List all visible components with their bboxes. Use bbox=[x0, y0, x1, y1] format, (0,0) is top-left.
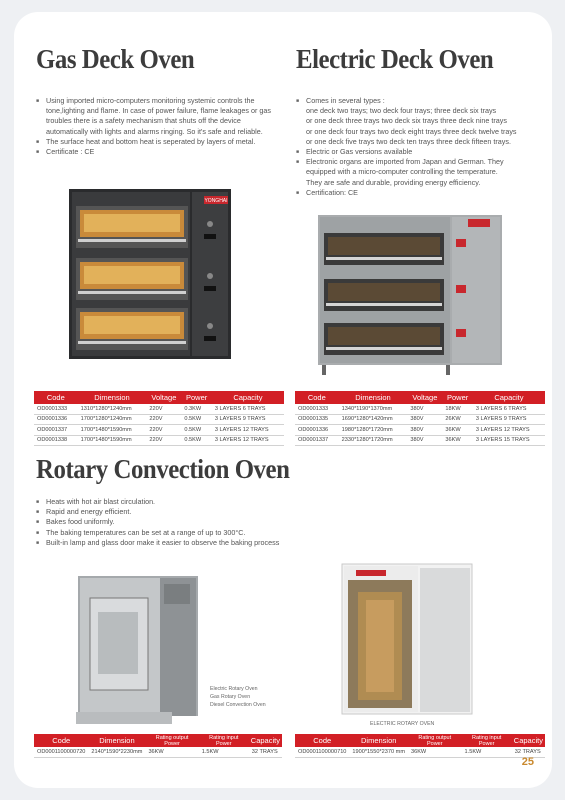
cell-capacity: 3 LAYERS 9 TRAYS bbox=[473, 414, 545, 425]
electric-oven-title: Electric Deck Oven bbox=[296, 44, 494, 74]
brand-badge: YONGHAI bbox=[204, 198, 228, 204]
table-row bbox=[295, 747, 545, 757]
electric-oven-spec-table bbox=[295, 391, 545, 446]
feature-item: ■ Using imported micro-computers monitoring systemic controls the tone,lighting and flame. In case of power failure, flame leakages or gas troubles there is a safety mechanism that shuts off the device automatically with lights and alarms ringing. So it's safe and reliable. bbox=[36, 96, 281, 137]
column-header: Code bbox=[34, 734, 88, 747]
gas-oven-title: Gas Deck Oven bbox=[36, 44, 195, 74]
cell-voltage: 220V bbox=[146, 414, 181, 425]
caption-line: Gas Rotary Oven bbox=[210, 694, 251, 700]
feature-item: ■ Heats with hot air blast circulation. bbox=[36, 497, 336, 507]
column-header: Code bbox=[295, 391, 339, 404]
table-row bbox=[34, 435, 284, 446]
feature-lead: Comes in several types : bbox=[306, 96, 385, 105]
feature-lead: Electronic organs are imported from Japan and German. They bbox=[306, 157, 504, 167]
cell-capacity: 32 TRAYS bbox=[512, 747, 545, 757]
feature-lead: Certification: CE bbox=[306, 187, 358, 197]
table-row bbox=[295, 414, 545, 425]
feature-item: ■ Built-in lamp and glass door make it easier to observe the baking process bbox=[36, 538, 336, 548]
cell-dimension: 1980*1280*1720mm bbox=[339, 425, 408, 436]
cell-capacity: 3 LAYERS 9 TRAYS bbox=[212, 414, 284, 425]
table-row bbox=[34, 425, 284, 436]
feature-lead: Electric or Gas versions available bbox=[306, 147, 413, 157]
feature-item: ■ Certificate : CE bbox=[36, 147, 281, 157]
cell-capacity: 3 LAYERS 6 TRAYS bbox=[473, 404, 545, 414]
gas-rotary-oven-image bbox=[76, 572, 216, 732]
cell-voltage: 380V bbox=[407, 404, 442, 414]
cell-code: OD0001336 bbox=[34, 414, 78, 425]
column-header: Capacity bbox=[212, 391, 284, 404]
gas-deck-oven-image bbox=[64, 184, 244, 374]
feature-item: ■ The surface heat and bottom heat is seperated by layers of metal. bbox=[36, 137, 281, 147]
feature-item: ■ Bakes food uniformly. bbox=[36, 517, 336, 527]
cell-code: OD0001337 bbox=[295, 435, 339, 446]
cell-code: OD0001337 bbox=[34, 425, 78, 436]
left-rotary-spec-table bbox=[34, 734, 282, 758]
table-row bbox=[34, 414, 284, 425]
column-header: Capacity bbox=[473, 391, 545, 404]
cell-code: OD0001336 bbox=[295, 425, 339, 436]
column-header: Dimension bbox=[349, 734, 408, 747]
cell-code: OD0001100000710 bbox=[295, 747, 349, 757]
cell-power: 0.3KW bbox=[181, 404, 211, 414]
cell-capacity: 3 LAYERS 12 TRAYS bbox=[212, 435, 284, 446]
cell-dimension: 1700*1480*1590mm bbox=[78, 425, 147, 436]
gas-oven-spec-table bbox=[34, 391, 284, 446]
column-header: Rating input Power bbox=[199, 734, 249, 747]
cell-power: 26KW bbox=[442, 414, 472, 425]
feature-item bbox=[296, 188, 536, 198]
left-oven-caption bbox=[210, 685, 266, 709]
column-header: Dimension bbox=[78, 391, 147, 404]
caption-line: Electric Rotary Oven bbox=[210, 686, 258, 692]
gas-oven-features bbox=[36, 96, 281, 157]
column-header: Rating output Power bbox=[145, 734, 198, 747]
column-header: Voltage bbox=[407, 391, 442, 404]
cell-code: OD0001333 bbox=[34, 404, 78, 414]
column-header: Voltage bbox=[146, 391, 181, 404]
cell-dimension: 1700*1480*1590mm bbox=[78, 435, 147, 446]
caption-line: Diesel Convection Oven bbox=[210, 702, 266, 708]
cell-power: 0.5KW bbox=[181, 414, 211, 425]
column-header: Power bbox=[442, 391, 472, 404]
cell-voltage: 220V bbox=[146, 404, 181, 414]
feature-item bbox=[296, 147, 536, 157]
feature-item: ■ Rapid and energy efficient. bbox=[36, 507, 336, 517]
column-header: Code bbox=[34, 391, 78, 404]
cell-dimension: 1700*1280*1240mm bbox=[78, 414, 147, 425]
catalog-page bbox=[14, 12, 552, 788]
table-row bbox=[295, 404, 545, 414]
electric-oven-features bbox=[296, 96, 536, 198]
cell-output-power: 36KW bbox=[145, 747, 198, 757]
cell-input-power: 1.5KW bbox=[199, 747, 249, 757]
feature-item: ■ The baking temperatures can be set at a range of up to 300°C. bbox=[36, 528, 336, 538]
cell-code: OD0001333 bbox=[295, 404, 339, 414]
feature-subline: or one deck five trays two deck ten trays three deck fifteen trays. bbox=[306, 136, 511, 146]
cell-dimension: 1690*1280*1420mm bbox=[339, 414, 408, 425]
cell-code: OD0001100000720 bbox=[34, 747, 88, 757]
column-header: Capacity bbox=[249, 734, 282, 747]
cell-dimension: 2140*1590*2230mm bbox=[88, 747, 145, 757]
column-header: Dimension bbox=[88, 734, 145, 747]
column-header: Code bbox=[295, 734, 349, 747]
feature-subline: They are safe and durable, providing energy efficiency. bbox=[306, 177, 481, 187]
cell-dimension: 2330*1280*1720mm bbox=[339, 435, 408, 446]
cell-capacity: 3 LAYERS 12 TRAYS bbox=[473, 425, 545, 436]
cell-voltage: 220V bbox=[146, 425, 181, 436]
page-number: 25 bbox=[521, 756, 534, 768]
table-row bbox=[295, 425, 545, 436]
electric-rotary-oven-image bbox=[340, 560, 490, 720]
feature-subline: equipped with a micro-computer controlling the temperature. bbox=[306, 167, 498, 177]
cell-capacity: 32 TRAYS bbox=[249, 747, 282, 757]
cell-power: 36KW bbox=[442, 435, 472, 446]
cell-code: OD0001338 bbox=[34, 435, 78, 446]
column-header: Rating output Power bbox=[408, 734, 462, 747]
table-row bbox=[34, 747, 282, 757]
cell-dimension: 1900*1550*2370 mm bbox=[349, 747, 408, 757]
cell-code: OD0001335 bbox=[295, 414, 339, 425]
feature-subline: or one deck three trays two deck six trays three deck nine trays bbox=[306, 116, 507, 126]
table-row bbox=[34, 404, 284, 414]
cell-power: 36KW bbox=[442, 425, 472, 436]
cell-voltage: 220V bbox=[146, 435, 181, 446]
feature-item bbox=[296, 157, 536, 188]
rotary-oven-features bbox=[36, 497, 336, 548]
column-header: Dimension bbox=[339, 391, 408, 404]
right-rotary-spec-table bbox=[295, 734, 545, 758]
cell-power: 0.5KW bbox=[181, 425, 211, 436]
column-header: Power bbox=[181, 391, 211, 404]
right-oven-caption: ELECTRIC ROTARY OVEN bbox=[370, 721, 435, 727]
cell-voltage: 380V bbox=[407, 425, 442, 436]
cell-power: 18KW bbox=[442, 404, 472, 414]
feature-subline: one deck two trays; two deck four trays; three deck six trays bbox=[306, 106, 497, 116]
cell-dimension: 1310*1280*1240mm bbox=[78, 404, 147, 414]
feature-subline: or one deck four trays two deck eight trays three deck twelve trays bbox=[306, 126, 517, 136]
cell-output-power: 36KW bbox=[408, 747, 462, 757]
cell-power: 0.5KW bbox=[181, 435, 211, 446]
cell-voltage: 380V bbox=[407, 414, 442, 425]
cell-input-power: 1.5KW bbox=[462, 747, 512, 757]
cell-capacity: 3 LAYERS 15 TRAYS bbox=[473, 435, 545, 446]
cell-capacity: 3 LAYERS 12 TRAYS bbox=[212, 425, 284, 436]
cell-dimension: 1340*1190*1370mm bbox=[339, 404, 408, 414]
rotary-oven-title: Rotary Convection Oven bbox=[36, 454, 290, 484]
table-row bbox=[295, 435, 545, 446]
cell-voltage: 380V bbox=[407, 435, 442, 446]
electric-deck-oven-image bbox=[316, 209, 506, 379]
column-header: Capacity bbox=[512, 734, 545, 747]
column-header: Rating input Power bbox=[462, 734, 512, 747]
feature-item bbox=[296, 96, 536, 147]
cell-capacity: 3 LAYERS 6 TRAYS bbox=[212, 404, 284, 414]
